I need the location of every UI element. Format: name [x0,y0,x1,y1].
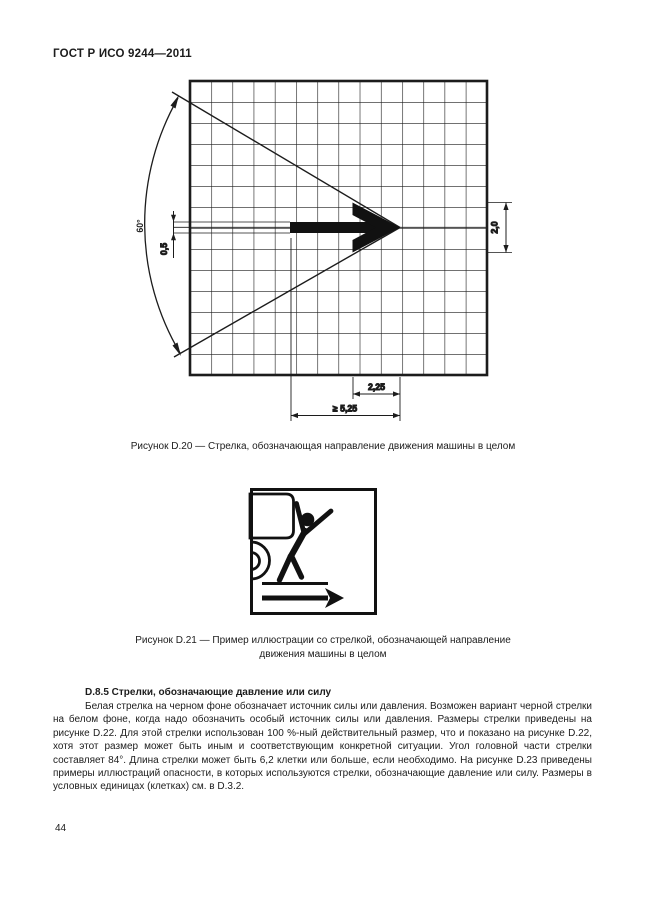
arrow-shaft [290,222,377,233]
pictogram-frame [252,490,376,614]
figure-d20-drawing [130,70,540,435]
figure-d20-caption: Рисунок D.20 — Стрелка, обозначающая направление движения машины в целом [130,441,516,452]
dim-label-angle: 60° [135,219,145,233]
arc-arrowhead-bottom [173,343,182,357]
dim-label-head-height: 2,0 [489,221,500,234]
dim-label-head-length: 2,25 [367,382,386,392]
page-header: ГОСТ Р ИСО 9244—2011 [53,48,192,60]
figure-d21-pictogram [244,484,380,620]
page-number: 44 [55,823,67,834]
dim-label-total-length: ≥ 5,25 [332,403,358,414]
section-body-paragraph: Белая стрелка на черном фоне обозначает источник силы или давления. Возможен вариант черной стрелки на белом фоне, когда надо обозначить особый источник силы или давления. Размеры стрелки приведены на рисунке D.22. Для этой стрелки использован 100 %-ный действительный размер, что и показано на рисунке D.22, хотя этот размер может быть иным и соответствующим конкретной ситуации. Угол головной части стрелки составляет 84°. Длина стрелки может быть 6,2 клетки или больше, если необходимо. На рисунке D.23 приведены примеры иллюстраций опасности, в которых используются стрелки, обозначающие давление или силу. Размеры в условных единицах (клетках) см. в D.3.2. [53,701,592,793]
dim-label-shaft-width: 0,5 [159,242,169,256]
arc-arrowhead-top [171,95,180,109]
section-heading: D.8.5 Стрелки, обозначающие давление или силу [85,687,332,698]
dim-head-length [353,377,400,421]
figure-d21-caption: Рисунок D.21 — Пример иллюстрации со стрелкой, обозначающей направление движения машины в целом [135,635,511,660]
